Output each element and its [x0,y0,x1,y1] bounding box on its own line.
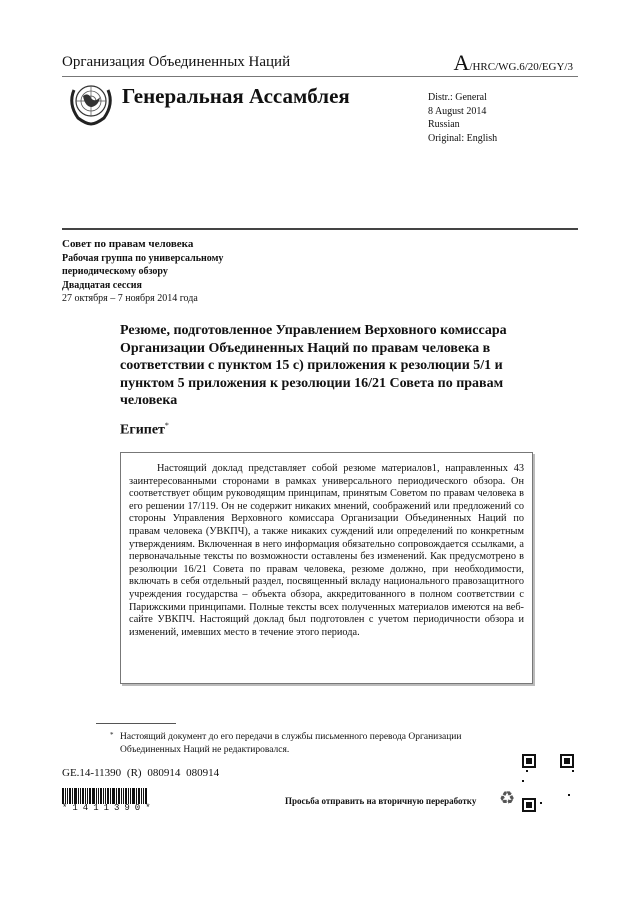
barcode-bar [145,788,147,804]
meeting-info [62,238,223,306]
qr-module [526,758,532,764]
doc-date: 8 August 2014 [428,105,487,117]
barcode-bar [103,788,104,804]
barcode-bar [125,788,127,804]
barcode-bar [74,788,77,804]
barcode-bar [87,788,88,804]
original-language: Original: English [428,132,498,144]
header-rule [62,76,578,77]
qr-module [540,802,542,804]
distribution-block [428,91,497,145]
footnote-mark: * [110,731,114,739]
barcode-bar [130,788,131,804]
barcode-bar [89,788,91,804]
footnote-rule [96,723,176,724]
body-name: Генеральная Ассамблея [122,84,350,108]
qr-module [568,794,570,796]
qr-module [564,758,570,764]
job-number: GE.14-11390 (R) 080914 080914 [62,767,220,779]
barcode-bar [65,788,66,804]
council-name: Совет по правам человека [62,238,194,250]
section-rule [62,228,578,230]
barcode-bar [80,788,81,804]
barcode-bar [110,788,111,804]
footnote [110,731,520,757]
barcode-bar [128,788,129,804]
document-symbol [454,50,573,76]
barcode-bar [100,788,102,804]
country-heading [120,421,169,439]
session: Двадцатая сессия [62,279,142,291]
doc-language: Russian [428,119,460,130]
barcode-bar [96,788,97,804]
organization-name: Организация Объединенных Наций [62,54,291,70]
barcode-bar [123,788,124,804]
barcode [62,788,154,804]
barcode-bar [116,788,117,804]
symbol-prefix: A [453,50,470,75]
barcode-bar [112,788,115,804]
barcode-bar [72,788,73,804]
barcode-bar [105,788,106,804]
barcode-bar [67,788,68,804]
qr-module [572,770,574,772]
barcode-bar [107,788,109,804]
country-name: Египет [120,422,165,438]
barcode-bar [69,788,71,804]
barcode-bar [138,788,140,804]
barcode-text: *1411390* [62,803,156,813]
country-footnote-mark: * [164,421,169,430]
qr-module [526,770,528,772]
summary-box [120,452,533,684]
session-dates: 27 октября – 7 ноября 2014 года [62,293,198,304]
barcode-bar [78,788,79,804]
barcode-bar [82,788,84,804]
barcode-bar [141,788,142,804]
symbol-rest: /HRC/WG.6/20/EGY/3 [469,61,573,73]
un-emblem-icon [66,80,116,126]
qr-code [522,754,574,812]
barcode-bar [98,788,99,804]
barcode-bar [118,788,120,804]
summary-text: Настоящий доклад представляет собой резюме материалов1, направленных 43 заинтересованными сторонами в рамках универсального периодического обзора. Он соответствует общим руководящим принципам, принятым Советом по правам человека в его решении 17/119. Он не содержит никаких мнений, соображений или предложений со стороны Управления Верховного комиссара Организации Объединенных Наций по правам человека (УВКПЧ), а также никаких суждений или определений по конкретным утверждениям. Включенная в него информация обязательно сопровождается ссылками, а первоначальные тексты по возможности оставлены без изменений. Как предусмотрено в резолюции 16/21 Совета по правам человека, резюме должно, при необходимости, включать в себя отдельный раздел, посвященный вкладу национального правозащитного учреждения государства – объекта обзора, аккредитованного в полном соответствии с Парижскими принципами. Полные тексты всех полученных материалов имеются на веб-сайте УВКПЧ. Настоящий доклад был подготовлен с учетом периодичности обзора и изменений, имевших место в течение этого периода. [129,463,524,638]
qr-module [526,802,532,808]
recycle-note: Просьба отправить на вторичную переработку [285,796,477,806]
distr: Distr.: General [428,92,487,103]
barcode-bar [132,788,135,804]
barcode-bar [62,788,64,804]
barcode-bar [121,788,122,804]
working-group-line2: периодическому обзору [62,266,168,277]
barcode-bar [85,788,86,804]
qr-module [522,780,524,782]
working-group-line1: Рабочая группа по универсальному [62,252,224,264]
barcode-bar [92,788,95,804]
recycle-icon: ♻ [499,788,516,808]
barcode-bar [143,788,144,804]
barcode-bar [136,788,137,804]
document-title: Резюме, подготовленное Управлением Верховного комиссара Организации Объединенных Наций по правам человека в соответствии с пунктом 15 с) приложения к резолюции 5/1 и пунктом 5 приложения к резолюции 16/21 Совета по правам человека [120,323,507,408]
footnote-text: Настоящий документ до его передачи в службы письменного перевода Организации Объединенных Наций не редактировался. [120,732,462,755]
